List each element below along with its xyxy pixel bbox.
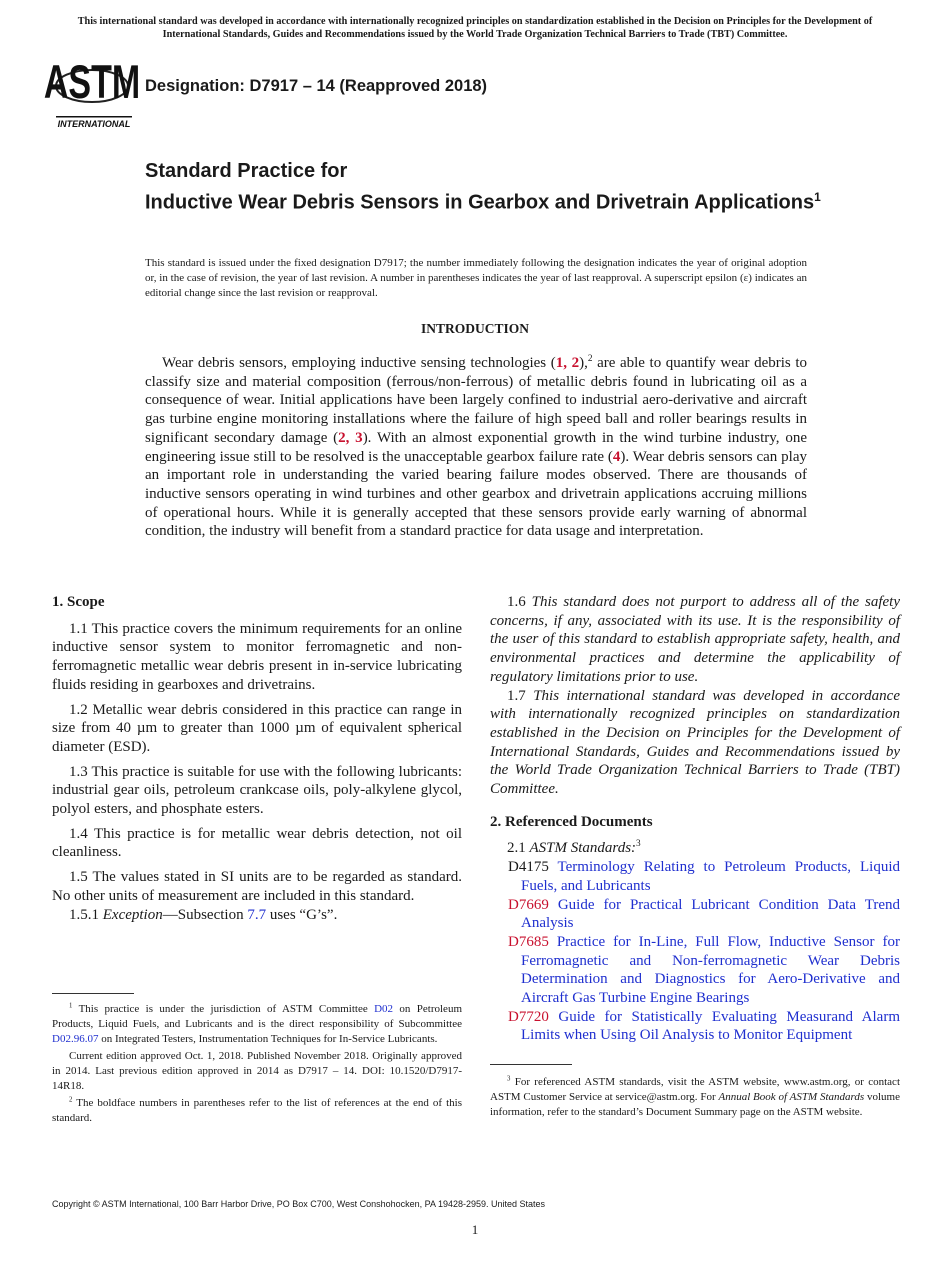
- scope-1-7: [490, 687, 900, 799]
- text-segment: The boldface numbers in parentheses refer to the list of references at the end of this standard.: [52, 1097, 462, 1124]
- header-notice: This international standard was developed in accordance with internationally recognized principles on standardization established in the Decision on Principles for the Development of International Standards, Guides and Recommendations issued by the World Trade Organization Technical Barriers to Trade (TBT) Committee.: [77, 16, 873, 40]
- text-segment: [549, 1009, 559, 1025]
- italic-text: This international standard was developed in accordance with internationally recognized principles on standardization established in the Decision on Principles for the Development of International Standards, Guides and Recommendations issued by the World Trade Organization Technical Barriers to Trade (TBT) Committee.: [490, 687, 900, 798]
- text-segment: [549, 859, 558, 875]
- text-segment: 1.6: [507, 594, 532, 610]
- referenced-documents-heading: 2. Referenced Documents: [490, 813, 653, 830]
- document-title: [145, 158, 845, 216]
- introduction-heading: INTRODUCTION: [420, 321, 529, 336]
- designation: Designation: D7917 – 14 (Reapproved 2018): [145, 77, 488, 95]
- text-segment: [549, 934, 557, 950]
- standard-code: D7720: [508, 1008, 549, 1025]
- text-segment: Wear debris sensors, employing inductive sensing technologies (: [162, 355, 556, 371]
- link[interactable]: D02: [374, 1003, 394, 1015]
- logo-subtext: INTERNATIONAL: [57, 119, 131, 129]
- introduction-paragraph: [145, 354, 807, 541]
- footnote-mark: 2: [69, 1096, 73, 1104]
- footnote-1: [52, 1002, 462, 1047]
- reference-d4175[interactable]: [490, 858, 900, 895]
- astm-standards-subheading: [490, 839, 900, 858]
- footnote-divider-right: [490, 1064, 572, 1065]
- left-column: [52, 593, 462, 930]
- logo-text: ASTM: [43, 55, 141, 109]
- italic-text: Exception: [102, 906, 163, 923]
- italic-text: Annual Book of ASTM Standards: [718, 1091, 865, 1103]
- citation-ref[interactable]: 2, 3: [338, 429, 363, 446]
- page-number: 1: [471, 1222, 479, 1237]
- text-segment: D4175: [508, 859, 549, 876]
- text-segment: ),: [579, 355, 588, 371]
- text-segment: 1.4 This practice is for metallic wear debris detection, not oil cleanliness.: [52, 825, 462, 861]
- footnotes-right: [490, 1075, 900, 1122]
- scope-1-5: [52, 868, 462, 905]
- citation-ref[interactable]: 1, 2: [555, 355, 580, 371]
- footnote-mark: 3: [636, 839, 641, 850]
- link[interactable]: Guide for Statistically Evaluating Measurand Alarm Limits when Using Oil Analysis to Monitor Equipment: [521, 1008, 901, 1044]
- footnote-mark: 3: [507, 1075, 511, 1083]
- footnote-mark: 1: [69, 1002, 73, 1010]
- text-segment: on Integrated Testers, Instrumentation Techniques for In-Service Lubricants.: [98, 1033, 438, 1045]
- text-segment: ). Wear debris sensors can play an important role in understanding the varied bearing failure modes observed. There are thousands of inductive sensors operating in wind turbines and other gearbox and drivetrain applications accruing millions of operational hours. While it is generally accepted that these sensors provide early warning of abnormal condition, the industry will benefit from a standard practice for data usage and interpretation.: [145, 448, 807, 540]
- footnote-3: [490, 1075, 900, 1120]
- reference-d7720[interactable]: [490, 1008, 900, 1045]
- scope-1-4: [52, 825, 462, 862]
- footnote-edition: [52, 1049, 462, 1094]
- preface-note: This standard is issued under the fixed designation D7917; the number immediately following the designation indicates the year of original adoption or, in the case of revision, the year of last revision. A number in parentheses indicates the year of last reapproval. A superscript epsilon (ε) indicates an editorial change since the last revision or reapproval.: [145, 257, 807, 299]
- scope-1-6: [490, 593, 900, 687]
- copyright-notice: Copyright © ASTM International, 100 Barr Harbor Drive, PO Box C700, West Conshohocken, PA 19428-2959. United States: [52, 1199, 546, 1209]
- link[interactable]: Guide for Practical Lubricant Condition Data Trend Analysis: [521, 896, 900, 932]
- text-segment: [549, 897, 558, 913]
- text-segment: This practice is under the jurisdiction of ASTM Committee: [72, 1003, 375, 1015]
- italic-text: ASTM Standards:: [529, 840, 637, 857]
- text-segment: 1.5 The values stated in SI units are to be regarded as standard. No other units of measurement are included in this standard.: [52, 869, 462, 904]
- text-segment: 1.3 This practice is suitable for use with the following lubricants: industrial gear oils, petroleum crankcase oils, poly-alkylene glycol, polyol esters, and phosphate esters.: [52, 763, 462, 818]
- link[interactable]: Terminology Relating to Petroleum Products, Liquid Fuels, and Lubricants: [521, 859, 900, 894]
- scope-1-3: [52, 763, 462, 819]
- text-segment: are able to quantify wear debris to classify size and material composition (ferrous/non-ferrous) of metallic debris found in lubricating oil as a consequence of wear. Initial applications have been largely confined to industrial aero-derivative and aircraft gas turbine engine monitoring installations where the failure of high speed ball and roller bearings results in significant secondary damage (: [145, 355, 807, 446]
- text-segment: 1.5.1: [69, 906, 103, 923]
- scope-heading: 1. Scope: [52, 594, 105, 610]
- scope-1-1: [52, 620, 462, 695]
- standard-code: D7685: [508, 933, 549, 950]
- title-line-1: Standard Practice for: [145, 160, 348, 182]
- standard-code: D7669: [508, 896, 549, 913]
- title-line-2: Inductive Wear Debris Sensors in Gearbox and Drivetrain Applications: [145, 191, 815, 214]
- title-footnote-mark: 1: [814, 190, 821, 204]
- scope-1-2: [52, 701, 462, 757]
- italic-text: This standard does not purport to address all of the safety concerns, if any, associated with its use. It is the responsibility of the user of this standard to establish appropriate safety, health, and environmental practices and determine the applicability of regulatory limitations prior to use.: [490, 594, 901, 685]
- footnote-2: [52, 1096, 462, 1126]
- link[interactable]: D02.96.07: [52, 1033, 99, 1045]
- text-segment: volume information, refer to the standard’s Document Summary page on the ASTM website.: [490, 1091, 900, 1118]
- text-segment: 2.1: [507, 840, 530, 857]
- text-segment: —Subsection: [162, 906, 248, 923]
- text-segment: uses “G’s”.: [266, 906, 338, 923]
- reference-d7669[interactable]: [490, 896, 900, 933]
- text-segment: 1.1 This practice covers the minimum requirements for an online inductive sensor system to monitor ferromagnetic and non-ferromagnetic metallic wear debris present in in-service lubricating fluids residing in gearboxes and drivetrains.: [52, 620, 462, 693]
- link[interactable]: 7.7: [247, 906, 267, 923]
- text-segment: For referenced ASTM standards, visit the ASTM website, www.astm.org, or contact ASTM Customer Service at service@astm.org. For: [490, 1076, 900, 1103]
- footnote-divider-left: [52, 993, 134, 994]
- text-segment: on Petroleum Products, Liquid Fuels, and Lubricants and is the direct responsibility of Subcommittee: [52, 1003, 462, 1030]
- text-segment: ). With an almost exponential growth in the wind turbine industry, one engineering issue still to be resolved is the unacceptable gearbox failure rate (: [145, 429, 807, 465]
- text-segment: 1.7: [507, 687, 534, 704]
- astm-logo: [43, 55, 141, 132]
- footnotes-left: [52, 1002, 462, 1128]
- link[interactable]: Practice for In-Line, Full Flow, Inductive Sensor for Ferromagnetic and Non-ferromagnetic Wear Debris Determination and Diagnostics for Aero-Derivative and Aircraft Gas Turbine Engine Bearings: [521, 933, 900, 1007]
- text-segment: Current edition approved Oct. 1, 2018. Published November 2018. Originally approved in 2014. Last previous edition approved in 2014 as D7917 – 14. DOI: 10.1520/D7917-14R18.: [52, 1050, 462, 1092]
- right-column: [490, 593, 900, 1045]
- citation-ref[interactable]: 4: [612, 448, 621, 465]
- footnote-mark: 2: [587, 354, 593, 364]
- reference-d7685[interactable]: [490, 933, 900, 1008]
- scope-1-5-1: [52, 906, 462, 925]
- text-segment: 1.2 Metallic wear debris considered in this practice can range in size from 40 µm to greater than 1000 µm of equivalent spherical diameter (ESD).: [52, 701, 462, 755]
